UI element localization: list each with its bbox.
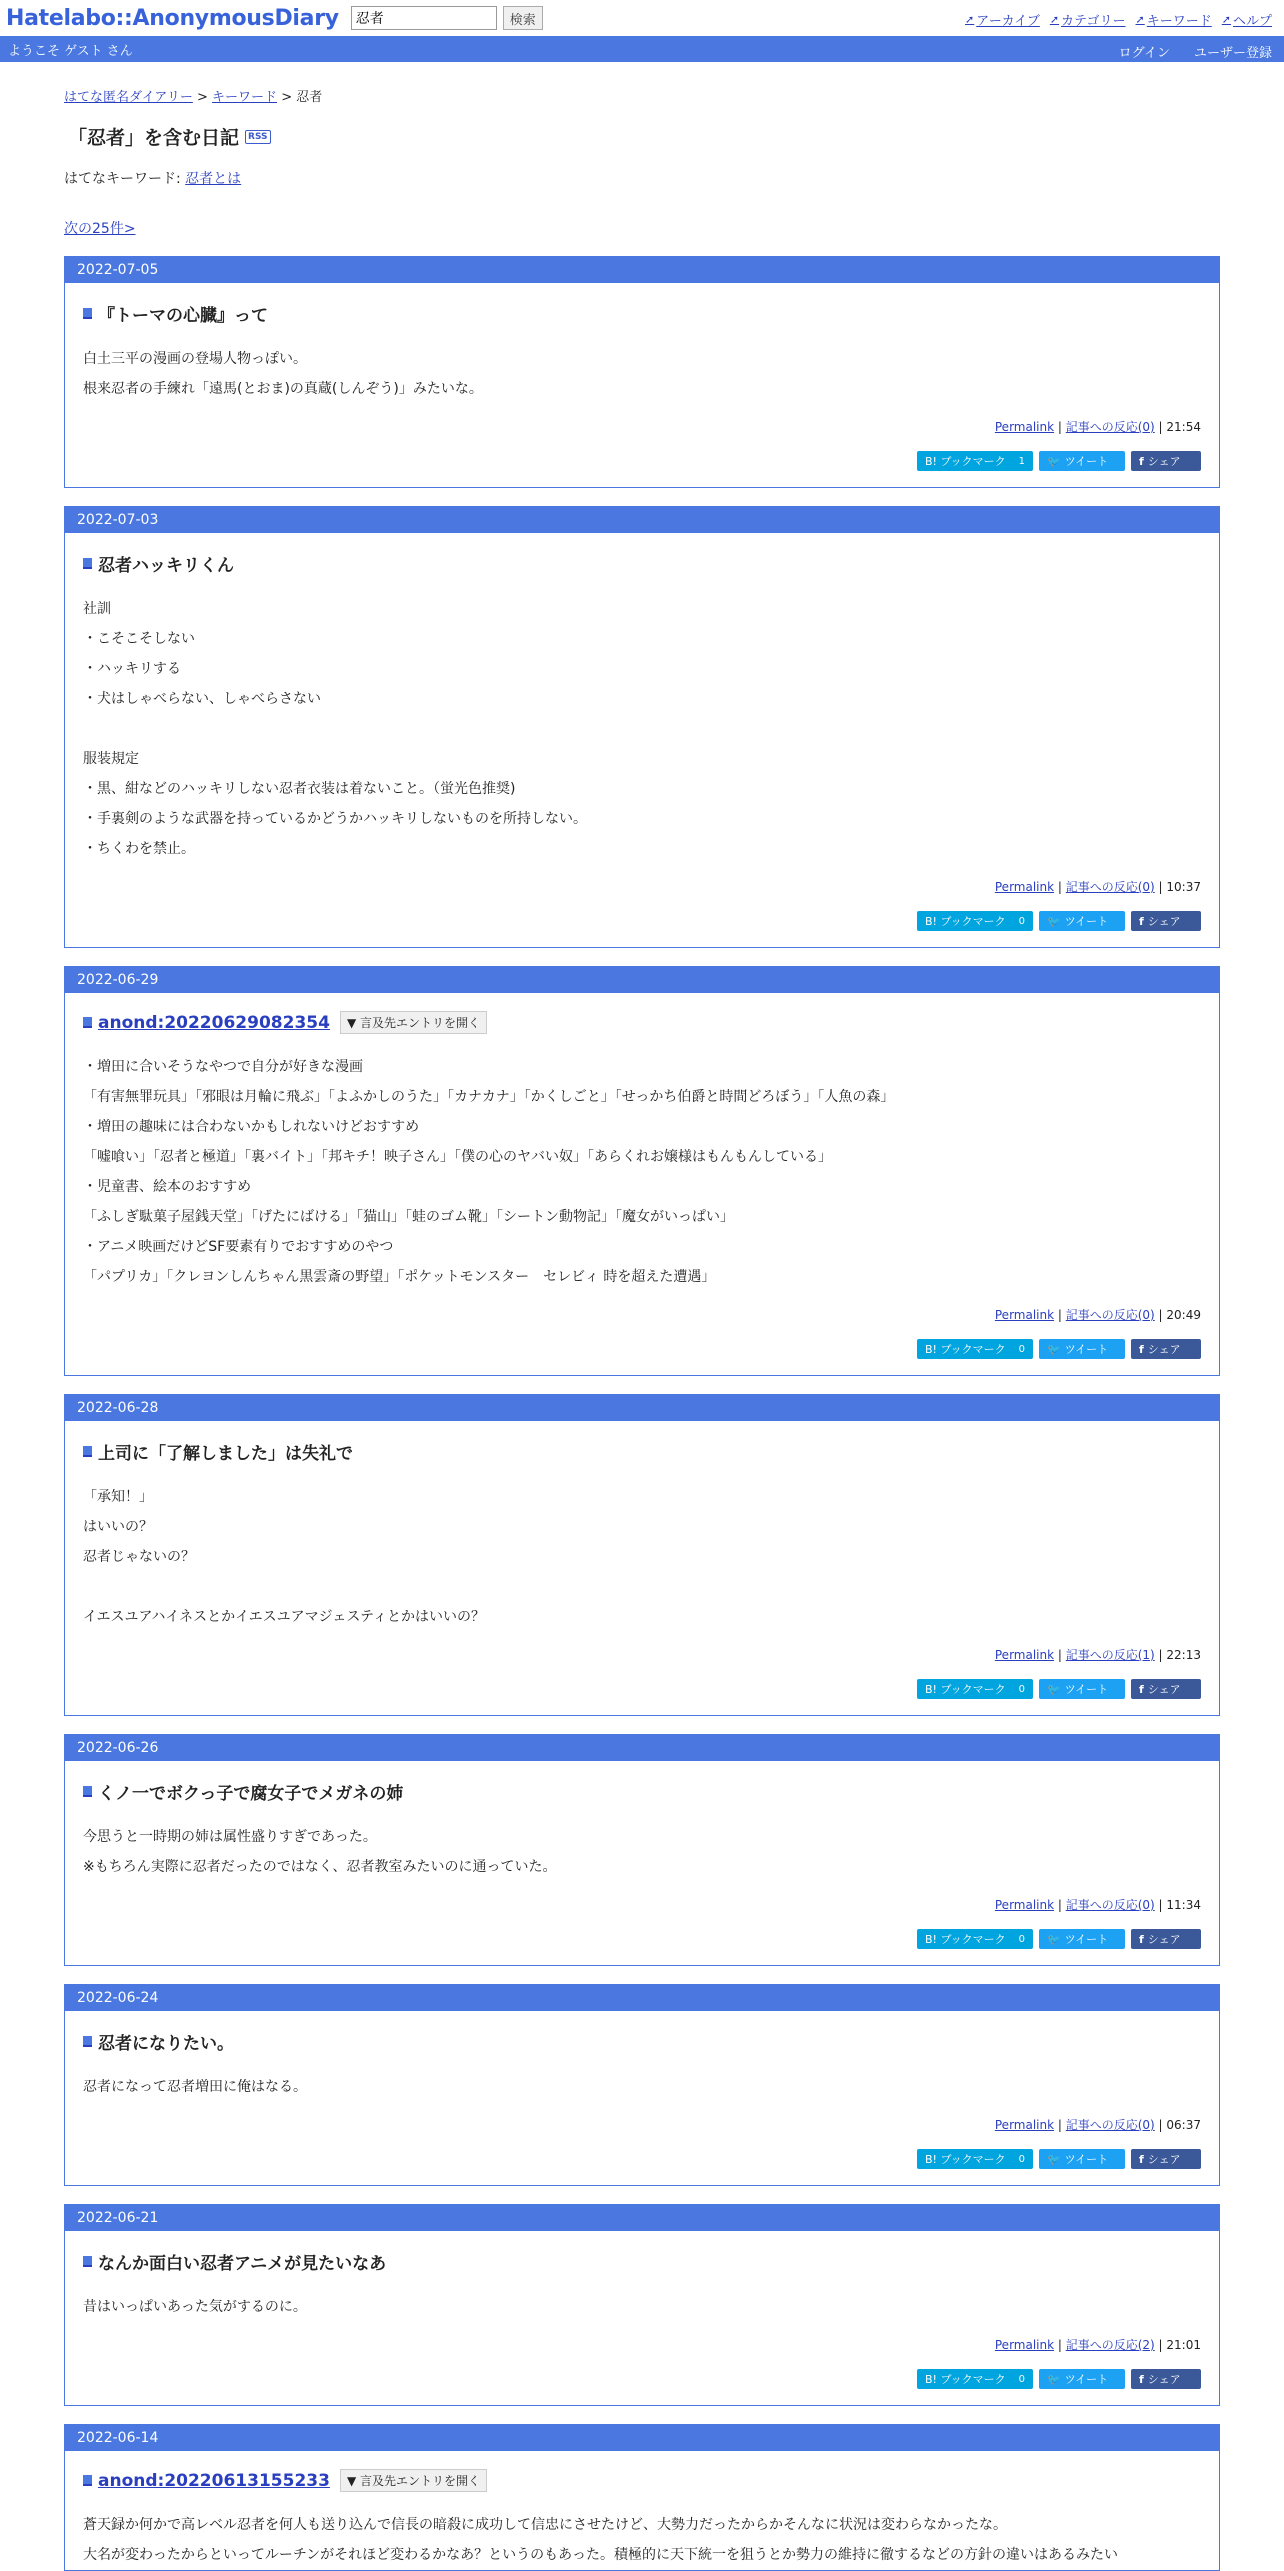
reactions-link[interactable]: 記事への反応(0) (1065, 2118, 1155, 2132)
rss-icon[interactable]: RSS (245, 130, 271, 144)
share-row (83, 911, 1201, 931)
help-link[interactable] (1222, 10, 1272, 29)
entry-section (64, 2204, 1220, 2406)
category-link-label: カテゴリー (1061, 14, 1126, 29)
entry-square-icon[interactable] (83, 2036, 92, 2047)
top-links (965, 10, 1272, 29)
entry-line: ・犬はしゃべらない、しゃべらさない (83, 691, 321, 707)
entry-body-wrap (65, 283, 1219, 487)
entry-line: 今思うと一時期の姉は属性盛りすぎであった。 (83, 1829, 377, 1845)
share-row (83, 1679, 1201, 1699)
share-label: シェア (1147, 1343, 1181, 1356)
hatena-bookmark-button[interactable] (917, 2149, 1033, 2169)
breadcrumb-home[interactable]: はてな匿名ダイアリー (64, 90, 193, 105)
register-link[interactable]: ユーザー登録 (1193, 46, 1272, 61)
breadcrumb-keyword[interactable]: キーワード (212, 90, 278, 105)
entry-footer: Permalink | 記事への反応(0) | 11:34 (994, 1898, 1201, 1912)
entry-line: はいいの？ (83, 1519, 153, 1535)
twitter-bird-icon: 🐦 (1047, 2152, 1061, 2166)
facebook-share-button[interactable] (1131, 911, 1201, 931)
entry-section (64, 1984, 1220, 2186)
entry-body-wrap (65, 2011, 1219, 2185)
keyword-label: はてなキーワード: (64, 171, 181, 187)
bookmark-count: 0 (1018, 1343, 1025, 1355)
hatena-bookmark-button[interactable] (917, 1339, 1033, 1359)
hatena-bookmark-button[interactable] (917, 1679, 1033, 1699)
entry-date: 2022-06-28 (65, 1395, 1219, 1421)
arrow-icon: ➚ (1135, 13, 1145, 26)
entry-line: 社訓 (83, 601, 111, 617)
entry-title-text: なんか面白い忍者アニメが見たいなあ (98, 2254, 387, 2274)
hatena-bookmark-label: B! ブックマーク (925, 915, 1006, 928)
entry-title-text: 忍者になりたい。 (98, 2034, 234, 2054)
reactions-link[interactable]: 記事への反応(2) (1065, 2338, 1155, 2352)
entry-line: 根来忍者の手練れ「遠馬(とおま)の真蔵(しんぞう)」みたいな。 (83, 381, 483, 397)
facebook-icon: f (1139, 1932, 1144, 1946)
entry-date: 2022-06-21 (65, 2205, 1219, 2231)
entry-square-icon[interactable] (83, 308, 92, 319)
entry-section (64, 2424, 1220, 2571)
entry-square-icon[interactable] (83, 1786, 92, 1797)
entry-title-text: 『トーマの心臓』って (98, 306, 268, 326)
entry-section (64, 256, 1220, 488)
entry-date: 2022-06-29 (65, 967, 1219, 993)
entry-line: 「嘘喰い」「忍者と極道」「裏バイト」「邦キチ！映子さん」「僕の心のヤバい奴」「あらくれお嬢様はもんもんしている」 (83, 1149, 832, 1165)
entry-title-text: 上司に「了解しました」は失礼で (98, 1444, 353, 1464)
entry-line: ・ちくわを禁止。 (83, 841, 195, 857)
search-input[interactable] (351, 6, 497, 30)
share-row (83, 1339, 1201, 1359)
share-label: シェア (1147, 455, 1181, 468)
site-logo[interactable]: Hatelabo::AnonymousDiary (6, 5, 339, 31)
facebook-icon: f (1139, 2152, 1144, 2166)
share-label: シェア (1147, 915, 1181, 928)
entry-line: ・アニメ映画だけどSF要素有りでおすすめのやつ (83, 1239, 394, 1255)
facebook-icon: f (1139, 2372, 1144, 2386)
entry-line: 「有害無罪玩具」「邪眼は月輪に飛ぶ」「よふかしのうた」「カナカナ」「かくしごと」「せっかち伯爵と時間どろぼう」「人魚の森」 (83, 1089, 895, 1105)
tweet-button[interactable] (1039, 911, 1125, 931)
entry-title-link[interactable]: anond:20220613155233 (98, 2470, 330, 2491)
breadcrumb-sep: > (196, 90, 208, 105)
tweet-label: ツイート (1064, 915, 1109, 928)
entry-line: イエスユアハイネスとかイエスユアマジェスティとかはいいの？ (83, 1609, 485, 1625)
entry-body-wrap (65, 1421, 1219, 1715)
tweet-label: ツイート (1064, 455, 1109, 468)
category-link[interactable] (1050, 10, 1126, 29)
arrow-icon: ➚ (1221, 13, 1231, 26)
entry-title-text: くノ一でボクっ子で腐女子でメガネの姉 (98, 1784, 404, 1804)
entry-body-wrap (65, 993, 1219, 1375)
entry-section (64, 966, 1220, 1376)
entry-line: 蒼天録か何かで高レベル忍者を何人も送り込んで信長の暗殺に成功して信忠にさせたけど、大勢力だったからかそんなに状況は変わらなかったな。 (83, 2517, 1007, 2533)
entry-line: 昔はいっぱいあった気がするのに。 (83, 2299, 307, 2315)
entry-footer: Permalink | 記事への反応(0) | 20:49 (994, 1308, 1201, 1322)
facebook-share-button[interactable] (1131, 2149, 1201, 2169)
entry-time: 21:54 (1166, 420, 1201, 434)
entry-footer: Permalink | 記事への反応(0) | 10:37 (994, 880, 1201, 894)
arrow-icon: ➚ (965, 13, 975, 26)
facebook-icon: f (1139, 454, 1144, 468)
facebook-share-button[interactable] (1131, 451, 1201, 471)
entry-title (83, 551, 1201, 576)
permalink-link[interactable]: Permalink (994, 1898, 1055, 1912)
share-label: シェア (1147, 1933, 1181, 1946)
permalink-link[interactable]: Permalink (994, 2118, 1055, 2132)
reactions-link[interactable]: 記事への反応(0) (1065, 1898, 1155, 1912)
entry-line: 服装規定 (83, 751, 139, 767)
reactions-link[interactable]: 記事への反応(0) (1065, 880, 1155, 894)
entry-square-icon[interactable] (83, 2256, 92, 2267)
entry-title (83, 1439, 1201, 1464)
entry-section (64, 1394, 1220, 1716)
tweet-button[interactable] (1039, 2369, 1125, 2389)
entry-body-wrap (65, 1761, 1219, 1965)
reactions-link[interactable]: 記事への反応(0) (1065, 1308, 1155, 1322)
facebook-share-button[interactable] (1131, 1929, 1201, 1949)
keyword-about-link[interactable]: 忍者とは (185, 171, 242, 187)
share-label: シェア (1147, 2153, 1181, 2166)
entry-body (83, 2292, 1201, 2322)
entry-line: 「パプリカ」「クレヨンしんちゃん黒雲斎の野望」「ポケットモンスター セレビィ 時を超えた遭遇」 (83, 1269, 716, 1285)
tweet-button[interactable] (1039, 1679, 1125, 1699)
hatena-bookmark-button[interactable] (917, 1929, 1033, 1949)
bookmark-count: 0 (1018, 2373, 1025, 2385)
entry-line: ・増田の趣味には合わないかもしれないけどおすすめ (83, 1119, 420, 1135)
breadcrumb-current: 忍者 (296, 90, 323, 105)
arrow-icon: ➚ (1049, 13, 1060, 26)
entry-line: 大名が変わったからといってルーチンがそれほど変わるかなあ？というのもあった。積極的に天下統一を狙うとか勢力の維持に徹するなどの方針の違いはあるみたい (83, 2547, 1119, 2563)
entry-time: 10:37 (1166, 880, 1201, 894)
facebook-icon: f (1139, 1682, 1144, 1696)
entry-time: 20:49 (1166, 1308, 1201, 1322)
share-row (83, 2369, 1201, 2389)
hatena-bookmark-label: B! ブックマーク (925, 455, 1006, 468)
share-label: シェア (1147, 2373, 1181, 2386)
entry-body (83, 1052, 1201, 1292)
entry-date: 2022-06-26 (65, 1735, 1219, 1761)
entry-line: ※もちろん実際に忍者だったのではなく、忍者教室みたいのに通っていた。 (83, 1859, 557, 1875)
entry-body-wrap (65, 2451, 1219, 2570)
twitter-bird-icon: 🐦 (1047, 2372, 1061, 2386)
share-label: シェア (1147, 1683, 1181, 1696)
entry-line: 忍者になって忍者増田に俺はなる。 (83, 2079, 307, 2095)
entry-time: 11:34 (1166, 1898, 1201, 1912)
archive-link[interactable] (965, 10, 1040, 29)
user-bar (0, 36, 1284, 62)
entry-square-icon[interactable] (83, 1017, 92, 1028)
entry-square-icon[interactable] (83, 558, 92, 569)
top-bar (0, 0, 1284, 36)
permalink-link[interactable]: Permalink (994, 420, 1055, 434)
entry-body (83, 1482, 1201, 1632)
main-content (64, 86, 1220, 2571)
entry-body (83, 344, 1201, 404)
entry-list (64, 256, 1220, 2571)
bookmark-count: 0 (1018, 915, 1025, 927)
entry-time: 21:01 (1166, 2338, 1201, 2352)
entry-section (64, 1734, 1220, 1966)
bookmark-count: 1 (1018, 455, 1025, 467)
page-title (68, 123, 1220, 150)
entry-line: ・黒、紺などのハッキリしない忍者衣装は着ないこと。（蛍光色推奨) (83, 781, 516, 797)
entry-line: 忍者じゃないの？ (83, 1549, 195, 1565)
permalink-link[interactable]: Permalink (994, 880, 1055, 894)
entry-line: ・増田に合いそうなやつで自分が好きな漫画 (83, 1059, 363, 1075)
hatena-bookmark-label: B! ブックマーク (925, 2373, 1006, 2386)
twitter-bird-icon: 🐦 (1047, 454, 1061, 468)
tweet-label: ツイート (1064, 1343, 1109, 1356)
tweet-button[interactable] (1039, 1929, 1125, 1949)
bookmark-count: 0 (1018, 1683, 1025, 1695)
facebook-icon: f (1139, 1342, 1144, 1356)
twitter-bird-icon: 🐦 (1047, 914, 1061, 928)
tweet-label: ツイート (1064, 1683, 1109, 1696)
share-row (83, 2149, 1201, 2169)
hatena-bookmark-label: B! ブックマーク (925, 1683, 1006, 1696)
entry-line: ・児童書、絵本のおすすめ (83, 1179, 252, 1195)
open-referenced-entry-button[interactable]: ▼ 言及先エントリを開く (340, 2469, 487, 2492)
entry-title (83, 2029, 1201, 2054)
entry-line: ・ハッキリする (83, 661, 181, 677)
entry-section (64, 506, 1220, 948)
hatena-bookmark-label: B! ブックマーク (925, 1933, 1006, 1946)
share-row (83, 451, 1201, 471)
entry-body (83, 1822, 1201, 1882)
archive-link-label: アーカイブ (976, 14, 1040, 29)
facebook-icon: f (1139, 914, 1144, 928)
entry-date: 2022-07-03 (65, 507, 1219, 533)
entry-line: 「承知！」 (83, 1489, 153, 1505)
entry-date: 2022-06-14 (65, 2425, 1219, 2451)
twitter-bird-icon: 🐦 (1047, 1932, 1061, 1946)
next-page-link[interactable]: 次の25件> (64, 221, 136, 237)
open-referenced-entry-button[interactable]: ▼ 言及先エントリを開く (340, 1011, 487, 1034)
login-link[interactable]: ログイン (1118, 46, 1170, 61)
page-title-text: 「忍者」を含む日記 (68, 127, 240, 149)
keyword-line (64, 168, 1220, 188)
entry-time: 06:37 (1166, 2118, 1201, 2132)
entry-line: 「ふしぎ駄菓子屋銭天堂」「げたにばける」「猫山」「蛙のゴム靴」「シートン動物記」「魔女がいっぱい」 (83, 1209, 734, 1225)
entry-body (83, 594, 1201, 864)
entry-date: 2022-06-24 (65, 1985, 1219, 2011)
entry-square-icon[interactable] (83, 2475, 92, 2486)
entry-time: 22:13 (1166, 1648, 1201, 1662)
breadcrumb (64, 86, 1220, 105)
bookmark-count: 0 (1018, 1933, 1025, 1945)
facebook-share-button[interactable] (1131, 1679, 1201, 1699)
entry-title (83, 1779, 1201, 1804)
tweet-label: ツイート (1064, 2373, 1109, 2386)
share-row (83, 1929, 1201, 1949)
entry-footer: Permalink | 記事への反応(1) | 22:13 (994, 1648, 1201, 1662)
hatena-bookmark-button[interactable] (917, 911, 1033, 931)
keyword-link-label: キーワード (1146, 14, 1212, 29)
entry-line: ・こそこそしない (83, 631, 195, 647)
twitter-bird-icon: 🐦 (1047, 1342, 1061, 1356)
tweet-button[interactable] (1039, 1339, 1125, 1359)
entry-square-icon[interactable] (83, 1446, 92, 1457)
reactions-link[interactable]: 記事への反応(0) (1065, 420, 1155, 434)
entry-footer: Permalink | 記事への反応(2) | 21:01 (994, 2338, 1201, 2352)
permalink-link[interactable]: Permalink (994, 2338, 1055, 2352)
hatena-bookmark-button[interactable] (917, 2369, 1033, 2389)
entry-title (83, 2249, 1201, 2274)
entry-line (83, 714, 1201, 744)
welcome-text: ようこそ ゲスト さん (8, 43, 133, 59)
twitter-bird-icon: 🐦 (1047, 1682, 1061, 1696)
search-button[interactable]: 検索 (503, 6, 543, 30)
bookmark-count: 0 (1018, 2153, 1025, 2165)
entry-body-wrap (65, 533, 1219, 947)
tweet-button[interactable] (1039, 451, 1125, 471)
tweet-button[interactable] (1039, 2149, 1125, 2169)
tweet-label: ツイート (1064, 2153, 1109, 2166)
entry-title-link[interactable]: anond:20220629082354 (98, 1012, 330, 1033)
entry-title (83, 2469, 1201, 2492)
entry-body (83, 2072, 1201, 2102)
permalink-link[interactable]: Permalink (994, 1648, 1055, 1662)
facebook-share-button[interactable] (1131, 1339, 1201, 1359)
entry-title-text: 忍者ハッキリくん (98, 556, 234, 576)
reactions-link[interactable]: 記事への反応(1) (1065, 1648, 1155, 1662)
entry-body (83, 2510, 1201, 2570)
hatena-bookmark-button[interactable] (917, 451, 1033, 471)
entry-title (83, 301, 1201, 326)
keyword-link[interactable] (1136, 10, 1212, 29)
tweet-label: ツイート (1064, 1933, 1109, 1946)
entry-line (83, 1572, 1201, 1602)
entry-line: 白土三平の漫画の登場人物っぽい。 (83, 351, 307, 367)
hatena-bookmark-label: B! ブックマーク (925, 1343, 1006, 1356)
breadcrumb-sep: > (281, 90, 293, 105)
entry-line: ・手裏剣のような武器を持っているかどうかハッキリしないものを所持しない。 (83, 811, 587, 827)
entry-title (83, 1011, 1201, 1034)
entry-body-wrap (65, 2231, 1219, 2405)
facebook-share-button[interactable] (1131, 2369, 1201, 2389)
hatena-bookmark-label: B! ブックマーク (925, 2153, 1006, 2166)
help-link-label: ヘルプ (1232, 14, 1272, 29)
permalink-link[interactable]: Permalink (994, 1308, 1055, 1322)
entry-footer: Permalink | 記事への反応(0) | 21:54 (994, 420, 1201, 434)
entry-footer: Permalink | 記事への反応(0) | 06:37 (994, 2118, 1201, 2132)
entry-date: 2022-07-05 (65, 257, 1219, 283)
